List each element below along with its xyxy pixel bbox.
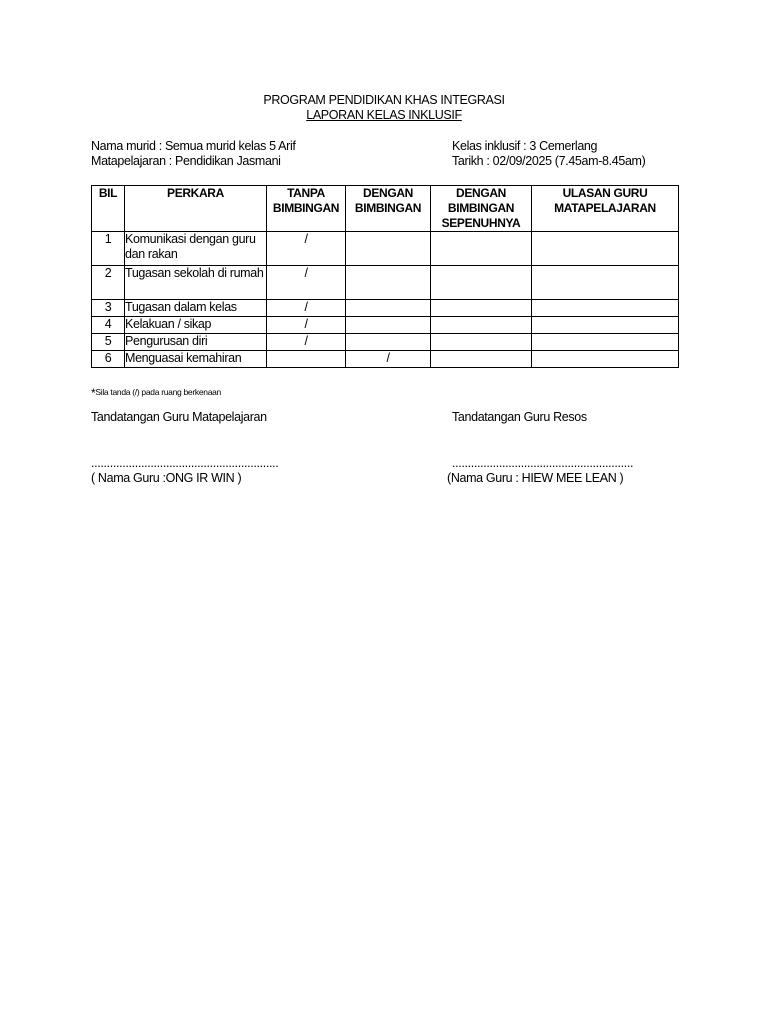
resource-teacher-signature-label: Tandatangan Guru Resos bbox=[452, 410, 587, 424]
row-ulasan bbox=[532, 334, 679, 351]
row-perkara: Komunikasi dengan guru dan rakan bbox=[125, 232, 267, 266]
row-perkara: Menguasai kemahiran bbox=[125, 351, 267, 368]
row-dengan-mark bbox=[346, 232, 431, 266]
document-subtitle-text: LAPORAN KELAS INKLUSIF bbox=[306, 108, 462, 122]
table-row bbox=[92, 300, 679, 317]
row-bil: 2 bbox=[92, 266, 125, 300]
instruction-note bbox=[91, 384, 221, 398]
subject-teacher-name: ( Nama Guru :ONG IR WIN ) bbox=[91, 471, 242, 485]
row-bil: 6 bbox=[92, 351, 125, 368]
row-sepenuhnya-mark bbox=[431, 266, 532, 300]
row-dengan-mark bbox=[346, 317, 431, 334]
header-ulasan-guru: ULASAN GURU MATAPELAJARAN bbox=[532, 186, 679, 232]
row-tanpa-mark: / bbox=[267, 300, 346, 317]
row-perkara: Tugasan sekolah di rumah bbox=[125, 266, 267, 300]
row-bil: 5 bbox=[92, 334, 125, 351]
header-bil: BIL bbox=[92, 186, 125, 232]
row-ulasan bbox=[532, 317, 679, 334]
row-ulasan bbox=[532, 300, 679, 317]
row-perkara: Pengurusan diri bbox=[125, 334, 267, 351]
note-text: Sila tanda (/) pada ruang berkenaan bbox=[95, 387, 221, 397]
row-bil: 3 bbox=[92, 300, 125, 317]
note-asterisk: * bbox=[91, 386, 96, 400]
row-tanpa-mark: / bbox=[267, 317, 346, 334]
subject: Matapelajaran : Pendidikan Jasmani bbox=[91, 154, 281, 168]
report-table bbox=[91, 185, 679, 368]
table-row bbox=[92, 232, 679, 266]
row-tanpa-mark: / bbox=[267, 266, 346, 300]
resource-teacher-name: (Nama Guru : HIEW MEE LEAN ) bbox=[447, 471, 624, 485]
header-perkara: PERKARA bbox=[125, 186, 267, 232]
row-ulasan bbox=[532, 266, 679, 300]
row-tanpa-mark: / bbox=[267, 232, 346, 266]
row-sepenuhnya-mark bbox=[431, 232, 532, 266]
resource-teacher-signature-line: .......................................................... bbox=[452, 456, 634, 470]
subject-teacher-signature-line: ............................................................ bbox=[91, 456, 279, 470]
student-name: Nama murid : Semua murid kelas 5 Arif bbox=[91, 139, 296, 153]
row-sepenuhnya-mark bbox=[431, 300, 532, 317]
row-dengan-mark bbox=[346, 300, 431, 317]
document-title: PROGRAM PENDIDIKAN KHAS INTEGRASI bbox=[263, 93, 505, 107]
table-row bbox=[92, 334, 679, 351]
row-perkara: Tugasan dalam kelas bbox=[125, 300, 267, 317]
row-sepenuhnya-mark bbox=[431, 334, 532, 351]
row-tanpa-mark: / bbox=[267, 334, 346, 351]
row-bil: 1 bbox=[92, 232, 125, 266]
subject-teacher-signature-label: Tandatangan Guru Matapelajaran bbox=[91, 410, 267, 424]
row-ulasan bbox=[532, 351, 679, 368]
row-sepenuhnya-mark bbox=[431, 317, 532, 334]
row-dengan-mark: / bbox=[346, 351, 431, 368]
row-bil: 4 bbox=[92, 317, 125, 334]
table-header-row bbox=[92, 186, 679, 232]
row-dengan-mark bbox=[346, 266, 431, 300]
inclusive-class: Kelas inklusif : 3 Cemerlang bbox=[452, 139, 598, 153]
date: Tarikh : 02/09/2025 (7.45am-8.45am) bbox=[452, 154, 646, 168]
row-tanpa-mark bbox=[267, 351, 346, 368]
header-dengan-bimbingan: DENGAN BIMBINGAN bbox=[346, 186, 431, 232]
row-ulasan bbox=[532, 232, 679, 266]
table-row bbox=[92, 266, 679, 300]
row-sepenuhnya-mark bbox=[431, 351, 532, 368]
header-tanpa-bimbingan: TANPA BIMBINGAN bbox=[267, 186, 346, 232]
table-row bbox=[92, 317, 679, 334]
header-bimbingan-sepenuhnya: DENGAN BIMBINGAN SEPENUHNYA bbox=[431, 186, 532, 232]
table-row bbox=[92, 351, 679, 368]
document-subtitle bbox=[0, 108, 768, 122]
row-dengan-mark bbox=[346, 334, 431, 351]
row-perkara: Kelakuan / sikap bbox=[125, 317, 267, 334]
